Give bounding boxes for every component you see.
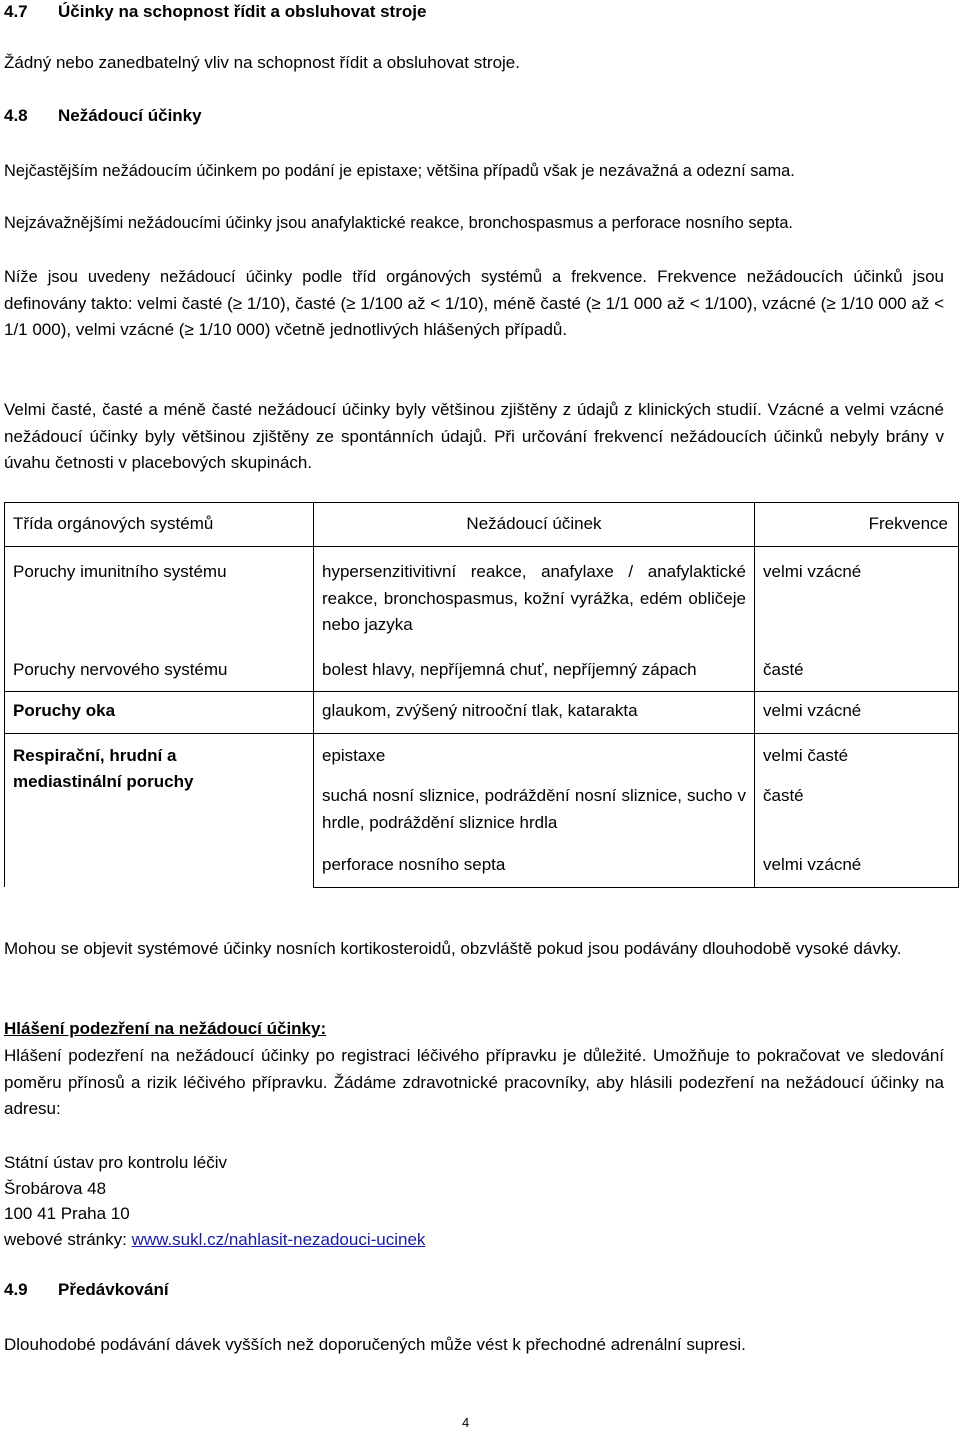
table-row — [5, 733, 959, 777]
address-block — [4, 1150, 944, 1252]
effect-cell: perforace nosního septa — [314, 844, 755, 887]
section-heading-4-9 — [4, 1280, 169, 1300]
section-number: 4.9 — [4, 1280, 28, 1299]
adverse-effects-table — [4, 502, 959, 888]
frequency-cell: velmi časté — [755, 733, 959, 777]
header-effect: Nežádoucí účinek — [314, 503, 755, 547]
table-header-row — [5, 503, 959, 547]
paragraph-reporting: Hlášení podezření na nežádoucí účinky po registraci léčivého přípravku je důležité. Umožňuje to pokračovat ve sledování poměru přínosů a rizik léčivého přípravku. Žádáme zdravotnické pracovníky, aby hlásili podezření na nežádoucí účinky na adresu: — [4, 1046, 944, 1118]
soc-cell: Poruchy nervového systému — [5, 649, 314, 692]
address-street: Šrobárova 48 — [4, 1178, 107, 1198]
section-heading-4-7 — [4, 2, 426, 22]
address-city: 100 41 Praha 10 — [4, 1204, 130, 1223]
frequency-intro: Níže jsou uvedeny nežádoucí účinky podle tříd orgánových systémů a frekvence. — [4, 268, 647, 286]
table-row — [5, 692, 959, 734]
frequency-cell: velmi vzácné — [755, 844, 959, 887]
section-title: Nežádoucí účinky — [58, 106, 202, 125]
frequency-cell: velmi vzácné — [755, 692, 959, 734]
frequency-definitions: Frekvence nežádoucích účinků jsou definovány takto: velmi časté (≥ 1/10), časté (≥ 1/100 až < 1/10), méně časté (≥ 1/1 000 až < 1/100), vzácné (≥ 1/10 000 až < 1/1 000), velmi vzácné (≥ 1/10 000) včetně jednotlivých hlášených případů. — [4, 267, 944, 339]
paragraph-most-common: Nejčastějším nežádoucím účinkem po podání je epistaxe; většina případů však je nezávažná a odezní sama. — [4, 162, 795, 180]
effect-cell: epistaxe — [314, 733, 755, 777]
reporting-heading: Hlášení podezření na nežádoucí účinky: — [4, 1019, 327, 1038]
paragraph-data-sources: Velmi časté, časté a méně časté nežádoucí účinky byly většinou zjištěny z údajů z klinických studií. Vzácné a velmi vzácné nežádoucí účinky byly většinou zjištěny ze spontánních údajů. Při určování frekvencí nežádoucích účinků nebyly brány v úvahu četnosti v placebových skupinách. — [4, 400, 944, 472]
effect-cell: suchá nosní sliznice, podráždění nosní sliznice, sucho v hrdle, podráždění sliznice hrdla — [314, 777, 755, 844]
section-number: 4.8 — [4, 106, 28, 125]
paragraph-overdose: Dlouhodobé podávání dávek vyšších než doporučených může vést k přechodné adrenální supresi. — [4, 1335, 746, 1354]
soc-cell: Poruchy oka — [5, 692, 314, 734]
table-row — [5, 547, 959, 649]
effect-cell: glaukom, zvýšený nitrooční tlak, katarakta — [314, 692, 755, 734]
header-frequency: Frekvence — [755, 503, 959, 547]
address-institution: Státní ústav pro kontrolu léčiv — [4, 1153, 228, 1172]
effect-cell: bolest hlavy, nepříjemná chuť, nepříjemný zápach — [314, 649, 755, 692]
page-number: 4 — [462, 1415, 470, 1430]
soc-cell: Poruchy imunitního systému — [5, 547, 314, 649]
frequency-cell: velmi vzácné — [755, 547, 959, 649]
section-title: Předávkování — [58, 1280, 169, 1299]
web-label: webové stránky: — [4, 1229, 132, 1249]
frequency-cell: časté — [755, 649, 959, 692]
address-web — [4, 1227, 944, 1253]
paragraph-frequency-definitions — [4, 264, 944, 344]
paragraph-driving: Žádný nebo zanedbatelný vliv na schopnost řídit a obsluhovat stroje. — [4, 53, 520, 72]
paragraph-most-serious: Nejzávažnějšími nežádoucími účinky jsou anafylaktické reakce, bronchospasmus a perforace nosního septa. — [4, 214, 793, 232]
section-title: Účinky na schopnost řídit a obsluhovat stroje — [58, 2, 427, 21]
soc-cell: Respirační, hrudní a mediastinální poruchy — [5, 733, 314, 887]
header-soc: Třída orgánových systémů — [5, 503, 314, 547]
paragraph-systemic-effects: Mohou se objevit systémové účinky nosních kortikosteroidů, obzvláště pokud jsou podávány dlouhodobě vysoké dávky. — [4, 939, 902, 958]
frequency-cell: časté — [755, 777, 959, 844]
web-link[interactable]: www.sukl.cz/nahlasit-nezadouci-ucinek — [131, 1229, 426, 1249]
table-row — [5, 649, 959, 692]
section-heading-4-8 — [4, 106, 202, 126]
effect-cell: hypersenzitivitivní reakce, anafylaxe / anafylaktické reakce, bronchospasmus, kožní vyrážka, edém obličeje nebo jazyka — [314, 547, 755, 649]
section-number: 4.7 — [4, 2, 28, 21]
